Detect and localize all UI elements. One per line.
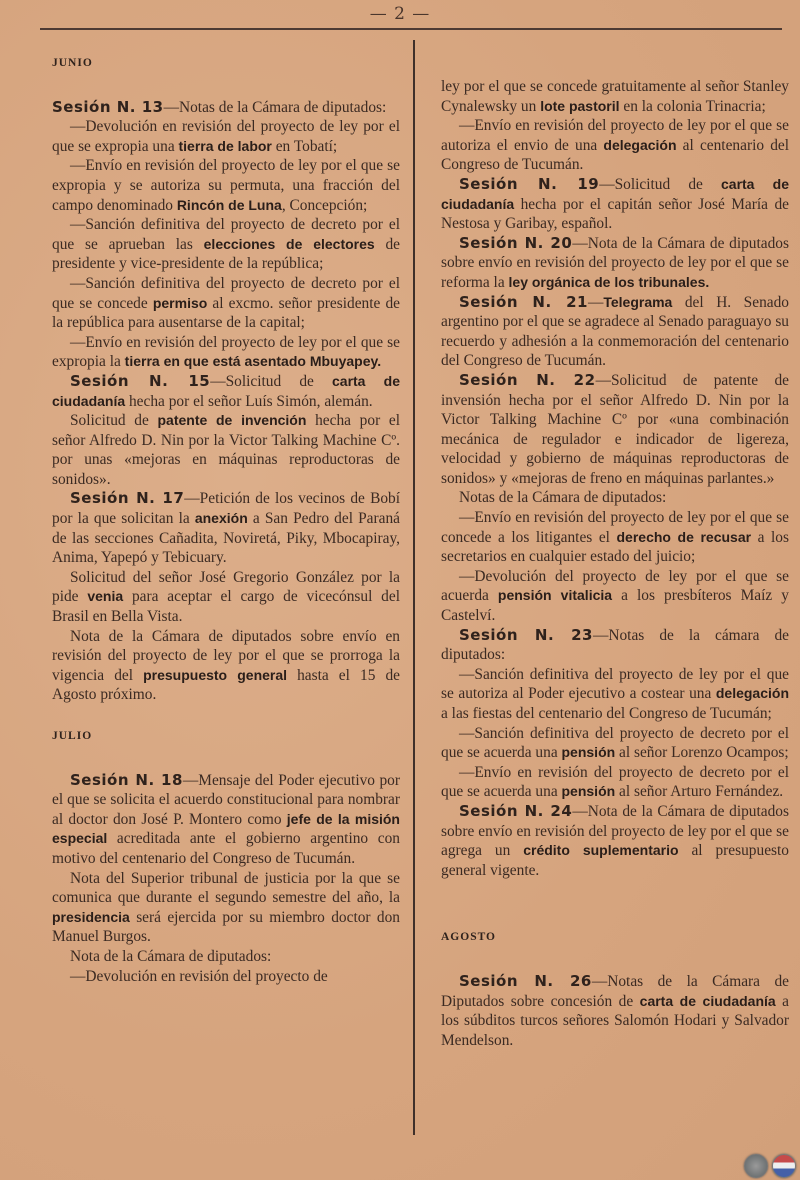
paragraph (441, 488, 789, 508)
paragraph (441, 508, 789, 567)
body-text: del H. Senado argentino por el que se agradece al Senado paraguayo su recuerdo y adhesión a la conmemoración del centenario del Congreso de Tucumán. (441, 293, 790, 370)
body-text: —Solicitud de patente de invensión hecha por el señor Alfredo D. Nin por la Victor Talking Machine Cº por «una combinación mecánica de regulador e indicador de ligereza, velocidad y gobierno de máquinas reproductoras de sonidos» y «mejoras de freno en máquinas parlantes.» (441, 371, 789, 487)
month-heading: JULIO (52, 730, 93, 742)
paragraph (441, 371, 789, 489)
body-text: —Envío en revisión del proyecto de ley por el que se concede a los litigantes el (441, 509, 789, 546)
body-text: al excmo. señor presidente de la república para ausentarse de la capital; (52, 294, 400, 332)
emphasis-text: pensión (561, 744, 616, 761)
emphasis-text: delegación (603, 136, 677, 153)
body-text: —Devolución del proyecto de ley por el que se acuerda (441, 567, 789, 605)
body-text: al señor Lorenzo Ocampos; (615, 744, 789, 762)
paragraph (441, 293, 789, 371)
session-label: Sesión N. 23 (459, 625, 593, 644)
paragraph (52, 98, 400, 118)
paragraph (52, 489, 400, 567)
body-text: hasta el 15 de Agosto próximo. (52, 666, 400, 704)
emphasis-text: elecciones de electores (203, 235, 375, 252)
body-text: —Solicitud de (599, 175, 721, 193)
paragraph (52, 372, 400, 411)
flag-seal-icon (772, 1154, 796, 1178)
body-text: —Petición de los vecinos de Bobí por la que solicitan la (52, 490, 400, 528)
watermark-badges (744, 1154, 796, 1178)
paragraph (441, 234, 789, 293)
paragraph (441, 665, 789, 724)
paragraph (52, 568, 400, 627)
paragraph (52, 869, 400, 947)
left-column (52, 50, 400, 986)
body-text: en Tobatí; (271, 137, 338, 155)
body-text: Nota de la Cámara de diputados sobre envío en revisión del proyecto de ley por el que se prorroga la vigencia del (52, 627, 400, 684)
session-label: Sesión N. 26 (459, 971, 592, 990)
body-text: —Devolución en revisión del proyecto de (70, 967, 328, 985)
emphasis-text: Rincón de Luna (176, 196, 282, 213)
paragraph (52, 771, 400, 869)
paragraph (52, 117, 400, 156)
body-text: —Sanción definitiva del proyecto de ley por el que se autoriza al Poder ejecutivo a costear una (441, 665, 789, 703)
paragraph (441, 802, 789, 880)
paragraph (52, 947, 400, 967)
right-column (441, 77, 789, 1050)
emphasis-text: presupuesto general (143, 666, 288, 683)
body-text: , Concepción; (281, 196, 368, 214)
session-label: Sesión N. 13 (52, 97, 164, 116)
body-text: al centenario del Congreso de Tucumán. (441, 136, 789, 174)
emphasis-text: carta de ciudadanía (52, 372, 400, 409)
body-text: a San Pedro del Paraná de las secciones Cañadita, Noviretá, Piky, Mbocapiray, Anima, Yapepó y Tebicuary. (52, 510, 400, 567)
paragraph (52, 274, 400, 333)
body-text: Notas de la Cámara de diputados: (459, 489, 667, 507)
body-text: —Nota de la Cámara de diputados sobre envío en revisión del proyecto de ley por el que se reforma la (441, 234, 789, 291)
body-text: — (587, 293, 604, 311)
emphasis-text: tierra en que está asentado Mbuyapey. (124, 353, 382, 370)
paragraph (441, 116, 789, 175)
paragraph (441, 972, 789, 1050)
body-text: —Notas de la Cámara de diputados: (163, 98, 387, 116)
body-text: —Envío en revisión del proyecto de ley por el que se expropia la (52, 333, 400, 371)
emphasis-text: anexión (194, 510, 248, 527)
emphasis-text: ley orgánica de los tribunales. (508, 273, 710, 290)
column-divider (413, 40, 415, 1135)
emphasis-text: lote pastoril (540, 97, 620, 114)
body-text: —Envío en revisión del proyecto de decreto por el que se acuerda una (441, 763, 789, 801)
emphasis-text: delegación (715, 685, 789, 702)
body-text: Nota de la Cámara de diputados: (70, 947, 272, 965)
emphasis-text: derecho de recusar (616, 528, 752, 545)
body-text: —Solicitud de (210, 372, 332, 390)
body-text: —Sanción definitiva del proyecto de decreto por el que se aprueban las (52, 216, 400, 253)
body-text: a los presbíteros Maíz y Castelví. (441, 587, 789, 625)
emphasis-text: pensión (561, 783, 616, 800)
paragraph (441, 175, 789, 234)
page-number: — 2 — (369, 4, 431, 24)
emphasis-text: carta de ciudadanía (441, 175, 789, 212)
paragraph (52, 215, 400, 274)
emphasis-text: crédito suplementario (523, 842, 679, 859)
body-text: Solicitud del señor José Gregorio González por la pide (52, 568, 400, 606)
paragraph (52, 156, 400, 215)
body-text: —Notas de la cámara de diputados: (441, 626, 789, 664)
session-label: Sesión N. 20 (459, 233, 573, 252)
body-text: hecha por el señor Luís Simón, alemán. (125, 392, 373, 410)
session-label: Sesión N. 21 (459, 292, 588, 311)
emphasis-text: jefe de la misión especial (52, 810, 400, 847)
body-text: Nota del Superior tribunal de justicia por la que se comunica que durante el segundo semestre del año, la (52, 869, 400, 907)
body-text: ley por el que se concede gratuitamente al señor Stanley Cynalewsky un (441, 78, 789, 115)
body-text: al presupuesto general vigente. (441, 842, 789, 879)
body-text: —Devolución en revisión del proyecto de ley por el que se expropia una (52, 118, 400, 155)
body-text: —Sanción definitiva del proyecto de decreto por el que se concede (52, 274, 400, 312)
emphasis-text: patente de invención (157, 412, 307, 429)
header-rule (40, 28, 782, 30)
session-label: Sesión N. 17 (70, 489, 185, 508)
session-label: Sesión N. 19 (459, 174, 600, 193)
emphasis-text: pensión vitalicia (497, 587, 613, 604)
body-text: Solicitud de (70, 412, 158, 430)
body-text: hecha por el señor Alfredo D. Nin por la Victor Talking Machine Cº. por unas «mejoras en máquinas reproductoras de sonidos». (52, 412, 400, 488)
body-text: en la colonia Trinacria; (619, 97, 766, 115)
body-text: para aceptar el cargo de vicecónsul del Brasil en Bella Vista. (52, 588, 400, 626)
body-text: a las fiestas del centenario del Congreso de Tucumán; (441, 705, 772, 722)
session-label: Sesión N. 22 (459, 370, 596, 389)
body-text: —Envío en revisión del proyecto de ley por el que se autoriza el envio de una (441, 117, 789, 154)
grey-seal-icon (744, 1154, 768, 1178)
month-heading: AGOSTO (441, 931, 496, 944)
emphasis-text: venia (87, 588, 124, 605)
paragraph (441, 626, 789, 665)
emphasis-text: presidencia (52, 908, 130, 925)
emphasis-text: permiso (152, 294, 208, 311)
paragraph (52, 967, 400, 987)
body-text: —Envío en revisión del proyecto de ley por el que se expropia y se autoriza su permuta, una fracción del campo denominado (52, 157, 400, 214)
emphasis-text: tierra de labor (178, 137, 272, 154)
paragraph (441, 567, 789, 626)
session-label: Sesión N. 24 (459, 801, 573, 820)
paragraph (52, 627, 400, 705)
paragraph (52, 333, 400, 372)
paragraph (441, 77, 789, 116)
body-text: de presidente y vice-presidente de la república; (52, 235, 401, 273)
paragraph (441, 724, 789, 763)
body-text: —Mensaje del Poder ejecutivo por el que se solicita el acuerdo constitucional para nombrar al doctor don José P. Montero como (52, 771, 400, 828)
body-text: —Notas de la Cámara de Diputados sobre concesión de (441, 972, 790, 1010)
session-label: Sesión N. 18 (70, 770, 183, 789)
body-text: hecha por el capitán señor José María de Nestosa y Garibay, español. (441, 195, 789, 233)
paragraph (441, 763, 789, 802)
emphasis-text: Telegrama (603, 293, 673, 310)
body-text: a los secretarios en cualquier estado del juicio; (441, 528, 789, 566)
body-text: —Nota de la Cámara de diputados sobre envío en revisión del proyecto de ley por el que se agrega un (441, 802, 789, 860)
body-text: al señor Arturo Fernández. (615, 783, 784, 801)
session-label: Sesión N. 15 (70, 371, 211, 390)
body-text: a los súbditos turcos señores Salomón Hodari y Salvador Mendelson. (441, 992, 789, 1049)
body-text: será ejercida por su miembro doctor don Manuel Burgos. (52, 908, 400, 946)
month-heading: JUNIO (52, 57, 93, 69)
body-text: acreditada ante el gobierno argentino con motivo del centenario del Congreso de Tucumán. (52, 830, 400, 867)
emphasis-text: carta de ciudadanía (639, 992, 776, 1009)
paragraph (52, 411, 400, 489)
body-text: —Sanción definitiva del proyecto de decreto por el que se acuerda una (441, 724, 789, 762)
